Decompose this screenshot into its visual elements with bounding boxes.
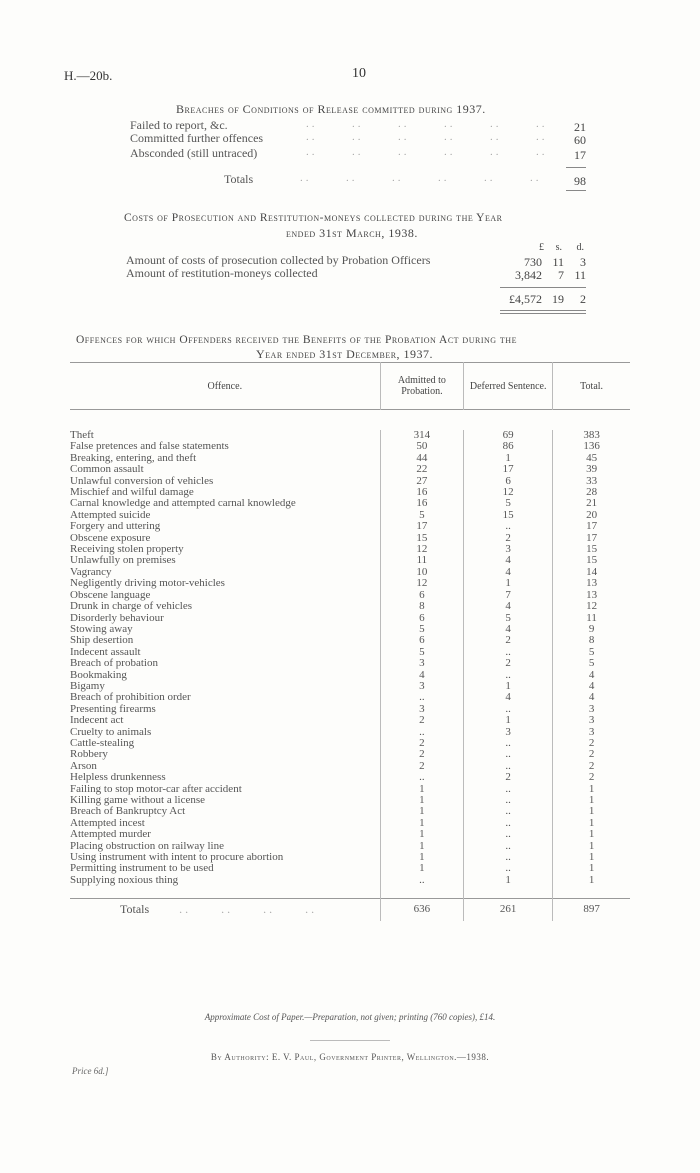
deferred-cell: 17 (464, 464, 553, 475)
offence-cell: Attempted suicide (70, 508, 151, 521)
admitted-cell: 5 (380, 510, 464, 521)
total-cell: 11 (553, 613, 630, 624)
page-number: 10 (352, 66, 366, 81)
deferred-cell: 4 (464, 555, 553, 566)
deferred-cell: .. (464, 749, 553, 760)
cost-row-pence: 3 (580, 255, 586, 269)
deferred-cell: 3 (464, 544, 553, 555)
table-row (70, 624, 630, 635)
admitted-cell: 5 (380, 647, 464, 658)
offence-cell: Breach of Bankruptcy Act (70, 805, 186, 818)
total-cell: 28 (553, 487, 630, 498)
deferred-cell: 69 (464, 430, 553, 441)
total-cell: 13 (553, 578, 630, 589)
deferred-cell: 2 (464, 635, 553, 646)
admitted-cell: 11 (380, 555, 464, 566)
deferred-cell: .. (464, 795, 553, 806)
total-cell: 5 (553, 647, 630, 658)
admitted-cell: 1 (380, 841, 464, 852)
total-cell: 15 (553, 544, 630, 555)
deferred-cell: 2 (464, 658, 553, 669)
cost-row-shillings: 11 (552, 255, 564, 269)
total-cell: 4 (553, 681, 630, 692)
total-cell: 2 (553, 749, 630, 760)
breach-row-value: 21 (574, 120, 586, 134)
costs-total-shillings: 19 (552, 292, 564, 306)
admitted-cell: 314 (380, 430, 464, 441)
offence-cell: Attempted murder (70, 828, 151, 841)
offence-cell: Indecent act (70, 714, 124, 727)
table-row (70, 772, 630, 783)
offence-cell: Vagrancy (70, 565, 112, 578)
admitted-cell: 1 (380, 852, 464, 863)
admitted-cell: .. (380, 692, 464, 703)
admitted-cell: 1 (380, 829, 464, 840)
costs-total-rule (500, 287, 586, 288)
admitted-cell: 1 (380, 795, 464, 806)
total-cell: 1 (553, 806, 630, 817)
offence-cell: Breaking, entering, and theft (70, 451, 197, 464)
admitted-cell: 2 (380, 761, 464, 772)
admitted-cell: 12 (380, 578, 464, 589)
offence-cell: Helpless drunkenness (70, 771, 166, 784)
breaches-title: Breaches of Conditions of Release committed during 1937. (176, 102, 486, 116)
admitted-cell: 50 (380, 441, 464, 452)
total-cell: 1 (553, 852, 630, 863)
table-row (70, 555, 630, 566)
admitted-cell: .. (380, 727, 464, 738)
deferred-cell: .. (464, 521, 553, 532)
deferred-cell: .. (464, 738, 553, 749)
offence-cell: Common assault (70, 463, 144, 476)
offence-cell: Arson (70, 759, 97, 772)
total-cell: 9 (553, 624, 630, 635)
total-cell: 12 (553, 601, 630, 612)
offence-cell: Robbery (70, 748, 108, 761)
table-row (70, 749, 630, 760)
offence-cell: Supplying noxious thing (70, 873, 179, 886)
cost-row-pounds: 730 (524, 255, 542, 269)
total-cell: 20 (553, 510, 630, 521)
breaches-total-underline (566, 190, 586, 191)
offence-cell: Breach of prohibition order (70, 691, 191, 704)
total-cell: 2 (553, 772, 630, 783)
admitted-cell: 6 (380, 590, 464, 601)
table-row (70, 601, 630, 612)
table-row (70, 464, 630, 475)
total-cell: 45 (553, 453, 630, 464)
admitted-cell: 2 (380, 738, 464, 749)
table-row (70, 715, 630, 726)
offence-cell: Obscene language (70, 588, 151, 601)
offences-title-line2: Year ended 31st December, 1937. (256, 347, 434, 361)
offence-cell: Attempted incest (70, 816, 145, 829)
deferred-cell: 4 (464, 567, 553, 578)
offence-cell: Drunk in charge of vehicles (70, 600, 192, 613)
table-row (70, 829, 630, 840)
breach-row-leader: .. .. .. .. .. .. (306, 118, 548, 130)
total-column-header: Total. (553, 363, 630, 410)
offences-title-line1: Offences for which Offenders received the Benefits of the Probation Act during the (76, 334, 517, 346)
cost-row-pounds: 3,842 (515, 268, 542, 282)
offence-cell: Placing obstruction on railway line (70, 839, 224, 852)
table-row (70, 635, 630, 646)
admitted-cell: .. (380, 772, 464, 783)
admitted-cell: 6 (380, 613, 464, 624)
deferred-cell: 1 (464, 578, 553, 589)
offence-cell: Forgery and uttering (70, 520, 161, 533)
offence-cell: Mischief and wilful damage (70, 486, 194, 499)
breach-row-leader: .. .. .. .. .. .. (306, 146, 548, 158)
table-row (70, 670, 630, 681)
deferred-column-header: Deferred Sentence. (464, 363, 553, 410)
deferred-cell: 5 (464, 498, 553, 509)
deferred-cell: .. (464, 818, 553, 829)
total-cell: 136 (553, 441, 630, 452)
cost-row-shillings: 7 (558, 268, 564, 282)
deferred-cell: 1 (464, 681, 553, 692)
total-cell: 17 (553, 533, 630, 544)
total-cell: 2 (553, 761, 630, 772)
total-cell: 13 (553, 590, 630, 601)
deferred-cell: 2 (464, 533, 553, 544)
offence-cell: Killing game without a license (70, 794, 206, 806)
offence-cell: Receiving stolen property (70, 543, 184, 556)
deferred-cell: 1 (464, 875, 553, 886)
offences-totals-total: 897 (553, 898, 630, 921)
table-row (70, 578, 630, 589)
total-cell: 3 (553, 715, 630, 726)
table-row (70, 738, 630, 749)
admitted-cell: 44 (380, 453, 464, 464)
breaches-total-leader: .. .. .. .. .. .. (300, 172, 542, 184)
footer-divider (310, 1040, 390, 1041)
total-cell: 1 (553, 795, 630, 806)
offence-cell: Bookmaking (70, 668, 127, 681)
breaches-total-rule (566, 167, 586, 168)
table-row (70, 818, 630, 829)
offence-cell: Theft (70, 429, 94, 441)
offence-cell: Unlawfully on premises (70, 554, 176, 567)
costs-total-pence: 2 (580, 292, 586, 306)
cost-row-label: Amount of restitution-moneys collected (126, 266, 318, 280)
admitted-cell: 3 (380, 704, 464, 715)
table-row (70, 498, 630, 509)
deferred-cell: 1 (464, 453, 553, 464)
admitted-cell: 1 (380, 784, 464, 795)
total-cell: 3 (553, 704, 630, 715)
deferred-cell: .. (464, 704, 553, 715)
deferred-cell: .. (464, 841, 553, 852)
table-row (70, 806, 630, 817)
admitted-column-header: Admitted to Probation. (380, 363, 464, 410)
costs-total-double-underline (500, 313, 586, 314)
total-cell: 15 (553, 555, 630, 566)
table-row (70, 727, 630, 738)
offence-cell: Cattle-stealing (70, 736, 135, 749)
cost-of-paper-note: Approximate Cost of Paper.—Preparation, not given; printing (760 copies), £14. (204, 1012, 496, 1022)
breach-row-label: Committed further offences (130, 131, 264, 145)
offence-cell: Ship desertion (70, 634, 134, 647)
deferred-cell: 4 (464, 601, 553, 612)
offence-cell: Stowing away (70, 622, 133, 635)
admitted-cell: 6 (380, 635, 464, 646)
costs-title-line2: ended 31st March, 1938. (286, 226, 418, 240)
total-cell: 1 (553, 829, 630, 840)
total-cell: 4 (553, 670, 630, 681)
deferred-cell: 6 (464, 476, 553, 487)
table-row (70, 658, 630, 669)
offences-totals-deferred: 261 (464, 898, 553, 921)
admitted-cell: 1 (380, 806, 464, 817)
offence-cell: Bigamy (70, 679, 105, 692)
offence-cell: Breach of probation (70, 657, 158, 670)
deferred-cell: .. (464, 670, 553, 681)
document-reference: H.—20b. (64, 68, 113, 83)
table-row (70, 875, 630, 886)
admitted-cell: 8 (380, 601, 464, 612)
costs-title-line1: Costs of Prosecution and Restitution-moneys collected during the Year (124, 212, 503, 224)
total-cell: 1 (553, 818, 630, 829)
cost-row-pence: 11 (574, 268, 586, 282)
offence-cell: Permitting instrument to be used (70, 862, 214, 875)
admitted-cell: 1 (380, 863, 464, 874)
deferred-cell: .. (464, 784, 553, 795)
admitted-cell: 22 (380, 464, 464, 475)
table-row (70, 453, 630, 464)
offences-table (70, 362, 630, 921)
deferred-cell: 12 (464, 487, 553, 498)
total-cell: 1 (553, 863, 630, 874)
total-cell: 5 (553, 658, 630, 669)
breach-row-value: 60 (574, 133, 586, 147)
deferred-cell: 4 (464, 692, 553, 703)
offence-cell: Negligently driving motor-vehicles (70, 577, 225, 590)
deferred-cell: 1 (464, 715, 553, 726)
admitted-cell: 2 (380, 715, 464, 726)
admitted-cell: 15 (380, 533, 464, 544)
deferred-cell: 7 (464, 590, 553, 601)
offence-cell: Carnal knowledge and attempted carnal knowledge (70, 497, 296, 510)
costs-col-pence: d. (576, 242, 584, 253)
deferred-cell: 2 (464, 772, 553, 783)
deferred-cell: 86 (464, 441, 553, 452)
offences-totals-label: Totals .. .. .. .. (120, 901, 318, 916)
breach-row-label: Absconded (still untraced) (130, 146, 258, 160)
total-cell: 1 (553, 875, 630, 886)
deferred-cell: .. (464, 806, 553, 817)
deferred-cell: .. (464, 863, 553, 874)
admitted-cell: .. (380, 875, 464, 886)
total-cell: 1 (553, 784, 630, 795)
deferred-cell: 15 (464, 510, 553, 521)
total-cell: 39 (553, 464, 630, 475)
costs-col-pounds: £ (539, 242, 544, 253)
offence-column-header: Offence. (207, 380, 243, 392)
costs-total-underline (500, 310, 586, 311)
deferred-cell: 5 (464, 613, 553, 624)
offences-totals-admitted: 636 (380, 898, 464, 921)
admitted-cell: 5 (380, 624, 464, 635)
deferred-cell: .. (464, 761, 553, 772)
total-cell: 3 (553, 727, 630, 738)
offence-cell: False pretences and false statements (70, 440, 229, 453)
admitted-cell: 27 (380, 476, 464, 487)
costs-col-shillings: s. (555, 242, 562, 253)
cost-row-label: Amount of costs of prosecution collected by Probation Officers (126, 253, 431, 267)
price-note: Price 6d.] (72, 1066, 109, 1076)
total-cell: 383 (553, 430, 630, 441)
total-cell: 14 (553, 567, 630, 578)
printer-authority: By Authority: E. V. Paul, Government Printer, Wellington.—1938. (210, 1052, 490, 1062)
total-cell: 8 (553, 635, 630, 646)
offence-cell: Presenting firearms (70, 702, 156, 715)
total-cell: 33 (553, 476, 630, 487)
total-cell: 21 (553, 498, 630, 509)
breach-row-label: Failed to report, &c. (130, 118, 228, 132)
admitted-cell: 3 (380, 658, 464, 669)
admitted-cell: 16 (380, 498, 464, 509)
table-row (70, 613, 630, 624)
deferred-cell: .. (464, 852, 553, 863)
deferred-cell: 4 (464, 624, 553, 635)
offence-cell: Disorderly behaviour (70, 611, 164, 624)
admitted-cell: 16 (380, 487, 464, 498)
table-row (70, 521, 630, 532)
deferred-cell: .. (464, 829, 553, 840)
total-cell: 17 (553, 521, 630, 532)
breach-row-leader: .. .. .. .. .. .. (306, 131, 548, 143)
offence-cell: Obscene exposure (70, 531, 151, 544)
offence-cell: Unlawful conversion of vehicles (70, 474, 214, 487)
admitted-cell: 12 (380, 544, 464, 555)
admitted-cell: 1 (380, 818, 464, 829)
admitted-cell: 17 (380, 521, 464, 532)
admitted-cell: 3 (380, 681, 464, 692)
breaches-total-label: Totals (224, 172, 254, 186)
table-row (70, 704, 630, 715)
offence-cell: Indecent assault (70, 645, 141, 658)
breach-row-value: 17 (574, 148, 586, 162)
admitted-cell: 4 (380, 670, 464, 681)
total-cell: 4 (553, 692, 630, 703)
total-cell: 1 (553, 841, 630, 852)
total-cell: 2 (553, 738, 630, 749)
deferred-cell: 3 (464, 727, 553, 738)
admitted-cell: 10 (380, 567, 464, 578)
admitted-cell: 2 (380, 749, 464, 760)
costs-total-pounds: £4,572 (509, 292, 542, 306)
offence-cell: Using instrument with intent to procure abortion (70, 851, 284, 864)
deferred-cell: .. (464, 647, 553, 658)
breaches-total-value: 98 (574, 174, 586, 188)
offence-cell: Cruelty to animals (70, 725, 152, 738)
offence-cell: Failing to stop motor-car after accident (70, 782, 242, 795)
